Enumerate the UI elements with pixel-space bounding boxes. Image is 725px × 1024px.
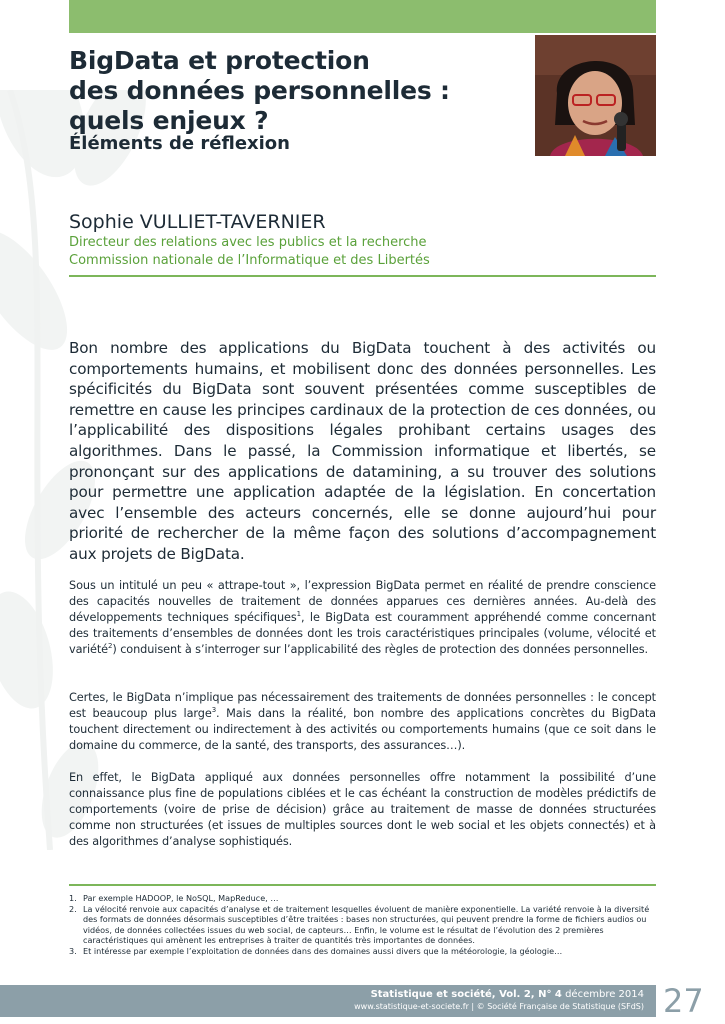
footnote-text: La vélocité renvoie aux capacités d’analyse et de traitement lesquelles évoluent de manière exponentielle. La variété renvoie à la diversité des formats de données désormais susceptibles d’être traitées : bases non structurées, qui peuvent prendre la forme de fichiers audios ou vidéos, de données collectées issues du web social, de capteurs… Enfin, le volume est le résultat de l’évolution des 2 premières caractéristiques qui amènent les entreprises à traiter de quantités très importantes de données.	[83, 903, 650, 946]
footnotes-list	[69, 893, 656, 957]
title-line-3: quels enjeux ?	[69, 106, 269, 135]
footnote-item	[69, 893, 656, 904]
author-role: Directeur des relations avec les publics et la recherche	[69, 235, 427, 250]
article-title	[69, 46, 524, 136]
body-paragraph-2	[69, 690, 656, 754]
author-portrait-drawing	[535, 35, 656, 156]
journal-citation	[371, 989, 644, 1001]
top-accent-bar	[69, 0, 656, 33]
footnote-item	[69, 904, 656, 946]
body-paragraph-3: En effet, le BigData appliqué aux données personnelles offre notamment la possibilité d’une connaissance plus fine de populations ciblées et le cas échéant la construction de modèles prédictifs de comportements (voire de prise de décision) grâce au traitement de masse de données structurées comme non structurées (et issues de multiples sources dont le web social et les objets connectés) et à des algorithmes d’analyse sophistiqués.	[69, 771, 656, 849]
body-p1-text-a: Sous un intitulé un peu « attrape-tout », l’expression BigData permet en réalité de prendre conscience des capacités nouvelles de traitement de données apparues ces dernières années. Au-delà des développements techniques spécifiques	[69, 579, 656, 625]
page-number: 27	[663, 982, 704, 1020]
footnote-text: Et intéresse par exemple l’exploitation de données dans des domaines aussi divers que la météorologie, la géologie…	[83, 945, 563, 956]
title-line-1: BigData et protection	[69, 46, 370, 75]
footnote-number: 2.	[69, 903, 77, 914]
footer-bar	[0, 985, 656, 1017]
journal-url[interactable]: www.statistique-et-societe.fr | © Société Française de Statistique (SFdS)	[354, 1002, 644, 1011]
article-subtitle: Éléments de réflexion	[69, 133, 290, 154]
issue-date: décembre 2014	[565, 989, 644, 1000]
body-paragraph-1	[69, 578, 656, 658]
author-portrait	[535, 35, 656, 156]
journal-name: Statistique et société, Vol. 2, N° 4	[370, 989, 562, 1000]
footnote-text: Par exemple HADOOP, le NoSQL, MapReduce, …	[83, 893, 279, 903]
body-p1-text-c: ) conduisent à s’interroger sur l’applicabilité des règles de protection des données personnelles.	[112, 643, 648, 657]
footnote-item	[69, 946, 656, 957]
footnote-ref-3[interactable]: 3	[211, 706, 217, 715]
author-name: Sophie VULLIET-TAVERNIER	[69, 211, 326, 233]
header-divider	[69, 275, 656, 277]
footnotes-divider	[69, 884, 656, 886]
body-p2-text-b: . Mais dans la réalité, bon nombre des applications concrètes du BigData touchent directement ou indirectement à des activités ou comportements humains (que ce soit dans le domaine du commerce, de la santé, des transports, des assurances…).	[69, 707, 656, 753]
footnote-number: 3.	[69, 945, 77, 956]
body-p1-text-b: , le BigData est couramment appréhendé comme concernant des traitements d’ensembles de données dont les trois caractéristiques principales (volume, vélocité et variété	[69, 611, 656, 657]
author-affiliation	[69, 234, 430, 270]
body-p2-text-a: Certes, le BigData n’implique pas nécessairement des traitements de données personnelles : le concept est beaucoup plus large	[69, 691, 656, 721]
footnote-ref-1[interactable]: 1	[296, 610, 302, 619]
title-line-2: des données personnelles :	[69, 76, 450, 105]
author-organization: Commission nationale de l’Informatique et des Libertés	[69, 253, 430, 268]
footnote-number: 1.	[69, 893, 77, 903]
abstract: Bon nombre des applications du BigData touchent à des activités ou comportements humains, et mobilisent donc des données personnelles. Les spécificités du BigData sont souvent présentées comme susceptibles de remettre en cause les principes cardinaux de la protection de ces données, ou l’applicabilité des dispositions légales prohibant certains usages des algorithmes. Dans le passé, la Commission informatique et libertés, se prononçant sur des applications de datamining, a su trouver des solutions pour permettre une application adaptée de la législation. En concertation avec l’ensemble des acteurs concernés, elle se donne aujourd’hui pour priorité de rechercher de la même façon des solutions d’accompagnement aux projets de BigData.	[69, 339, 656, 563]
footnote-ref-2[interactable]: 2	[108, 642, 113, 651]
